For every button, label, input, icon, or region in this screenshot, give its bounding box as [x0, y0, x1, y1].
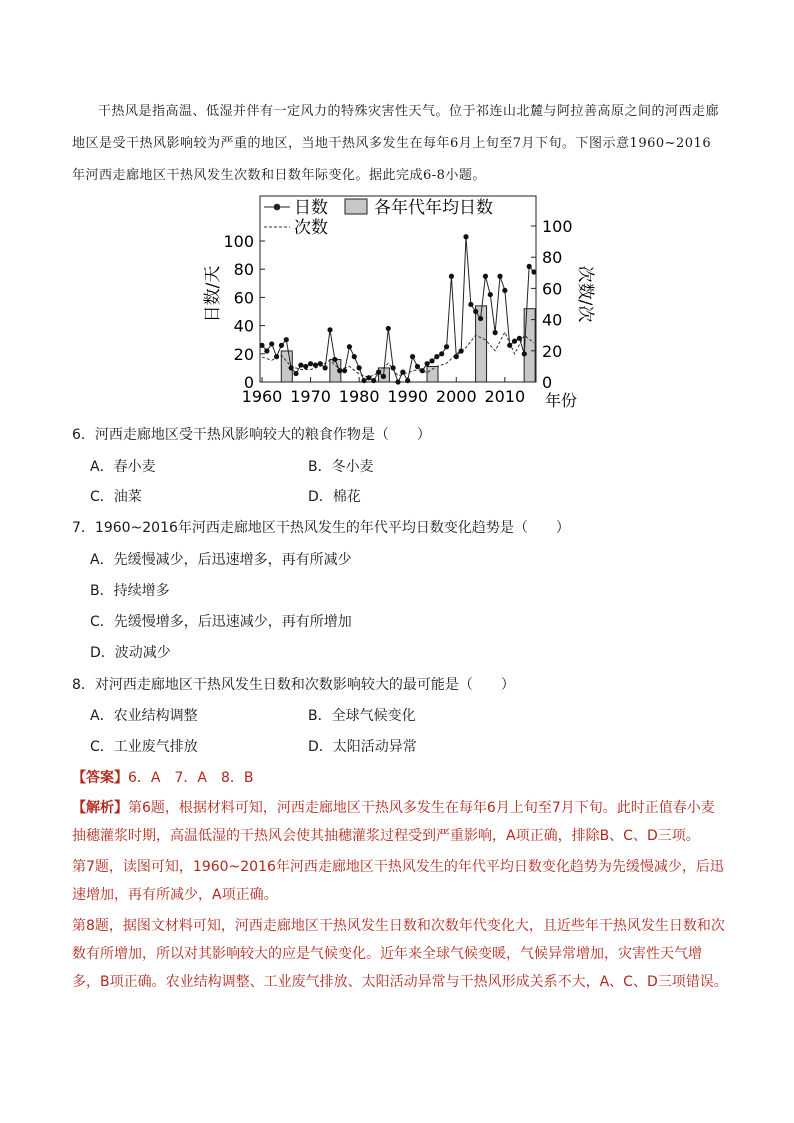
days-point-2015: [527, 264, 532, 269]
days-point-1991: [410, 354, 415, 359]
days-point-2004: [473, 309, 478, 314]
days-point-2006: [483, 274, 488, 279]
question-7-option-a[interactable]: A．先缓慢减少，后迅速增多，再有所减少: [90, 552, 352, 568]
question-7-option-d[interactable]: D．波动减少: [90, 645, 171, 661]
days-point-1977: [342, 368, 347, 373]
days-point-2003: [468, 302, 473, 307]
x-tick-label-2010: 2010: [484, 387, 526, 406]
days-point-2012: [512, 339, 517, 344]
days-point-1975: [332, 357, 337, 362]
days-point-1984: [376, 370, 381, 375]
answer-line: [72, 767, 253, 787]
days-series-line: [262, 237, 534, 382]
days-point-1964: [279, 343, 284, 348]
days-point-1995: [429, 358, 434, 363]
days-point-1997: [439, 351, 444, 356]
days-point-1978: [347, 344, 352, 349]
y-tick-label-20: 20: [233, 344, 254, 364]
days-point-2010: [502, 288, 507, 293]
x-tick-label-1970: 1970: [290, 387, 331, 406]
x-tick-label-2000: 2000: [435, 387, 477, 406]
days-point-1976: [337, 368, 342, 373]
days-point-1989: [400, 370, 405, 375]
days-point-1972: [318, 361, 323, 366]
question-6-option-a[interactable]: A．春小麦: [90, 459, 156, 475]
days-point-1973: [323, 365, 328, 370]
question-8-option-d[interactable]: D．太阳活动异常: [308, 739, 417, 755]
y2-tick-label-100: 100: [542, 217, 573, 236]
days-point-1999: [449, 274, 454, 279]
days-point-1981: [361, 378, 366, 383]
question-7-option-b[interactable]: B．持续增多: [90, 583, 170, 599]
analysis-text-7: 第7题，读图可知，1960~2016年河西走廊地区干热风发生的年代平均日数变化趋势为先缓慢减少，后迅速增加，再有所减少，A项正确。: [72, 859, 724, 903]
question-6-stem: 6．河西走廊地区受干热风影响较大的粮食作物是（ ）: [72, 427, 431, 443]
days-point-1961: [264, 348, 269, 353]
x-tick-label-1980: 1980: [338, 387, 380, 406]
days-point-1968: [298, 362, 303, 367]
y2-tick-label-0: 0: [542, 373, 553, 392]
days-point-1966: [289, 365, 294, 370]
days-point-1960: [259, 343, 264, 348]
analysis-text-6: 第6题，根据材料可知，河西走廊地区干热风多发生在每年6月上旬至7月下旬。此时正值春小麦抽穗灌浆时期，高温低湿的干热风会使其抽穗灌浆过程受到严重影响，A项正确，排除B、C、D三项。: [72, 800, 715, 844]
analysis-paragraph-8: [72, 912, 728, 996]
y2-tick-label-60: 60: [542, 279, 563, 299]
days-point-1998: [444, 344, 449, 349]
analysis-paragraph-7: [72, 853, 728, 909]
days-point-2009: [497, 274, 502, 279]
question-6-option-c[interactable]: C．油菜: [90, 489, 142, 505]
days-point-2016: [531, 269, 536, 274]
days-point-1979: [352, 354, 357, 359]
days-point-1986: [386, 326, 391, 331]
days-point-1996: [434, 354, 439, 359]
intro-paragraph: 干热风是指高温、低湿并伴有一定风力的特殊灾害性天气。位于祁连山北麓与阿拉善高原之间的河西走廊地区是受干热风影响较为严重的地区，当地干热风多发生在每年6月上旬至7月下旬。下图示意1960~2016年河西走廊地区干热风发生次数和日数年际变化。据此完成6-8小题。: [72, 104, 720, 183]
y-tick-label-80: 80: [233, 260, 254, 280]
days-point-1993: [420, 368, 425, 373]
y2-tick-label-20: 20: [542, 341, 563, 361]
y-tick-label-60: 60: [233, 288, 254, 308]
days-point-1980: [357, 365, 362, 370]
days-point-1994: [425, 361, 430, 366]
y2-tick-label-80: 80: [542, 248, 563, 268]
y-axis-label: 日数/天: [203, 265, 223, 323]
legend-days-marker: [274, 204, 281, 211]
y-tick-label-40: 40: [233, 316, 254, 336]
answer-label: 【答案】: [72, 770, 128, 786]
days-point-1970: [308, 361, 313, 366]
question-7-option-c[interactable]: C．先缓慢增多，后迅速减少，再有所增加: [90, 614, 352, 630]
days-point-1983: [371, 378, 376, 383]
chart-svg: [200, 188, 604, 413]
days-point-1963: [274, 354, 279, 359]
drought-wind-chart: [200, 188, 604, 413]
days-point-1982: [366, 375, 371, 380]
days-point-1971: [313, 362, 318, 367]
answer-text: 6．A 7．A 8．B: [128, 770, 254, 786]
days-point-2013: [517, 336, 522, 341]
question-8-option-a[interactable]: A．农业结构调整: [90, 708, 198, 724]
days-point-2008: [493, 330, 498, 335]
y-tick-label-100: 100: [223, 232, 254, 251]
legend-times-label: 次数: [294, 218, 328, 238]
days-point-2007: [488, 292, 493, 297]
question-7-stem: 7．1960~2016年河西走廊地区干热风发生的年代平均日数变化趋势是（ ）: [72, 520, 570, 536]
y2-axis-label: 次数/次: [575, 265, 595, 323]
days-point-2005: [478, 316, 483, 321]
days-point-1988: [395, 379, 400, 384]
days-point-1987: [391, 365, 396, 370]
x-tick-label-1960: 1960: [241, 387, 283, 406]
days-point-1967: [293, 371, 298, 376]
days-point-2014: [522, 351, 527, 356]
days-point-1962: [269, 341, 274, 346]
y2-tick-label-40: 40: [542, 310, 563, 330]
days-point-2002: [463, 234, 468, 239]
days-point-2000: [454, 354, 459, 359]
days-point-2001: [459, 348, 464, 353]
days-point-1965: [284, 337, 289, 342]
legend-decade-swatch: [345, 199, 367, 214]
analysis-text-8: 第8题，据图文材料可知，河西走廊地区干热风发生日数和次数年代变化大，且近些年干热风发生日数和次数有所增加，所以对其影响较大的应是气候变化。近年来全球气候变暖，气候异常增加，灾害性天气增多，B项正确。农业结构调整、工业废气排放、太阳活动异常与干热风形成关系不大，A、C、D三项错误。: [72, 918, 728, 990]
analysis-label: 【解析】: [72, 800, 128, 816]
days-point-2011: [507, 343, 512, 348]
x-tick-label-1990: 1990: [387, 387, 429, 406]
question-8-option-c[interactable]: C．工业废气排放: [90, 739, 198, 755]
legend-days-label: 日数: [294, 198, 328, 218]
x-axis-label: 年份: [545, 391, 578, 410]
days-point-1992: [415, 364, 420, 369]
question-6-option-d[interactable]: D．棉花: [308, 489, 361, 505]
analysis-paragraph-6: [72, 794, 728, 850]
days-point-1969: [303, 364, 308, 369]
times-series-line: [262, 332, 534, 377]
days-point-1985: [381, 374, 386, 379]
question-6-option-b[interactable]: B．冬小麦: [308, 459, 374, 475]
legend-decade-label: 各年代年均日数: [374, 198, 493, 218]
question-8-option-b[interactable]: B．全球气候变化: [308, 708, 416, 724]
y-tick-label-0: 0: [243, 373, 254, 392]
days-point-1974: [327, 327, 332, 332]
question-8-stem: 8．对河西走廊地区干热风发生日数和次数影响较大的最可能是（ ）: [72, 677, 515, 693]
